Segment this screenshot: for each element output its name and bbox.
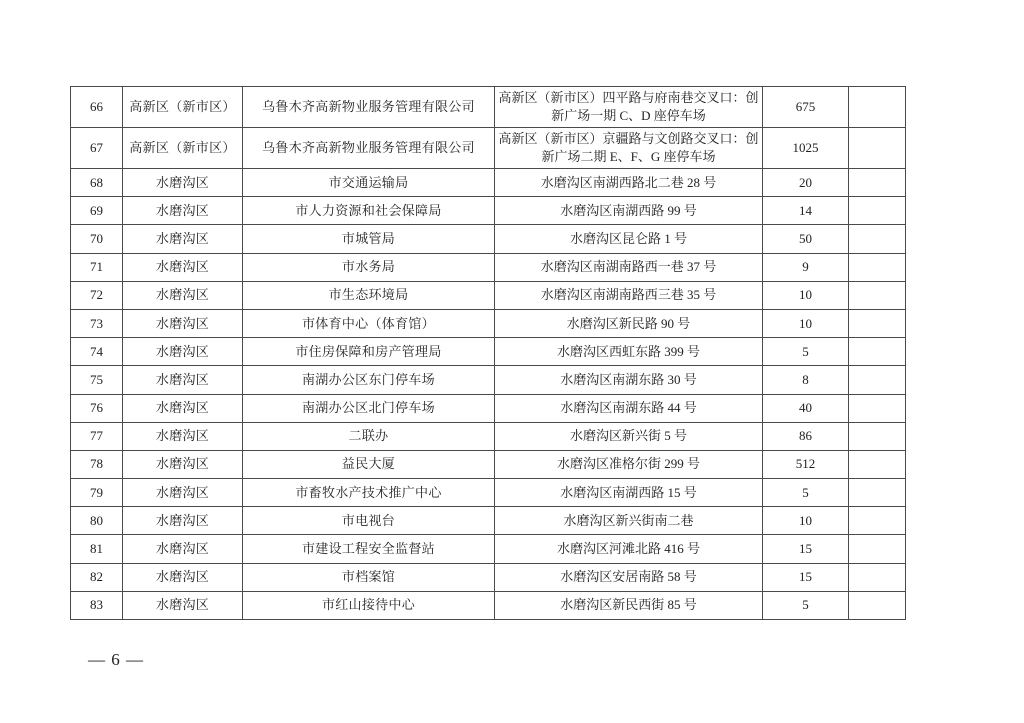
parking-count-cell: 86 [763,422,849,450]
district-cell: 高新区（新市区） [123,128,243,169]
row-number-cell: 71 [71,253,123,281]
address-cell: 水磨沟区南湖西路 99 号 [495,197,763,225]
remarks-cell [849,169,906,197]
unit-name-cell: 市红山接待中心 [243,591,495,619]
row-number-cell: 73 [71,309,123,337]
district-cell: 水磨沟区 [123,253,243,281]
unit-name-cell: 市建设工程安全监督站 [243,535,495,563]
remarks-cell [849,394,906,422]
address-cell: 水磨沟区新民西街 85 号 [495,591,763,619]
district-cell: 水磨沟区 [123,366,243,394]
row-number-cell: 72 [71,281,123,309]
row-number-cell: 80 [71,507,123,535]
row-number-cell: 78 [71,450,123,478]
parking-count-cell: 40 [763,394,849,422]
district-cell: 水磨沟区 [123,281,243,309]
district-cell: 水磨沟区 [123,394,243,422]
unit-name-cell: 南湖办公区东门停车场 [243,366,495,394]
address-cell: 水磨沟区南湖西路北二巷 28 号 [495,169,763,197]
table-body [71,87,906,620]
remarks-cell [849,563,906,591]
table-row [71,366,906,394]
unit-name-cell: 乌鲁木齐高新物业服务管理有限公司 [243,128,495,169]
row-number-cell: 79 [71,479,123,507]
table-row [71,450,906,478]
district-cell: 水磨沟区 [123,479,243,507]
remarks-cell [849,253,906,281]
parking-count-cell: 8 [763,366,849,394]
district-cell: 水磨沟区 [123,507,243,535]
table-row [71,591,906,619]
address-cell: 水磨沟区南湖西路 15 号 [495,479,763,507]
table-row [71,309,906,337]
remarks-cell [849,87,906,128]
row-number-cell: 75 [71,366,123,394]
parking-count-cell: 5 [763,479,849,507]
table-row [71,394,906,422]
district-cell: 水磨沟区 [123,535,243,563]
unit-name-cell: 市住房保障和房产管理局 [243,338,495,366]
district-cell: 水磨沟区 [123,591,243,619]
parking-count-cell: 1025 [763,128,849,169]
table-row [71,338,906,366]
address-cell: 水磨沟区南湖南路西三巷 35 号 [495,281,763,309]
unit-name-cell: 市水务局 [243,253,495,281]
unit-name-cell: 市交通运输局 [243,169,495,197]
remarks-cell [849,507,906,535]
district-cell: 水磨沟区 [123,450,243,478]
remarks-cell [849,197,906,225]
row-number-cell: 83 [71,591,123,619]
parking-table [70,86,906,620]
page-number: — 6 — [88,650,144,669]
remarks-cell [849,225,906,253]
remarks-cell [849,338,906,366]
remarks-cell [849,128,906,169]
district-cell: 水磨沟区 [123,169,243,197]
address-cell: 水磨沟区西虹东路 399 号 [495,338,763,366]
address-cell: 水磨沟区新兴街南二巷 [495,507,763,535]
parking-count-cell: 15 [763,563,849,591]
row-number-cell: 76 [71,394,123,422]
row-number-cell: 70 [71,225,123,253]
table-row [71,128,906,169]
address-cell: 水磨沟区新民路 90 号 [495,309,763,337]
address-cell: 高新区（新市区）四平路与府南巷交叉口：创新广场一期 C、D 座停车场 [495,87,763,128]
remarks-cell [849,281,906,309]
table-row [71,563,906,591]
row-number-cell: 68 [71,169,123,197]
row-number-cell: 81 [71,535,123,563]
district-cell: 水磨沟区 [123,422,243,450]
parking-count-cell: 10 [763,281,849,309]
unit-name-cell: 市生态环境局 [243,281,495,309]
unit-name-cell: 市电视台 [243,507,495,535]
district-cell: 高新区（新市区） [123,87,243,128]
unit-name-cell: 市城管局 [243,225,495,253]
address-cell: 水磨沟区昆仑路 1 号 [495,225,763,253]
parking-count-cell: 512 [763,450,849,478]
remarks-cell [849,366,906,394]
district-cell: 水磨沟区 [123,197,243,225]
row-number-cell: 82 [71,563,123,591]
address-cell: 水磨沟区南湖南路西一巷 37 号 [495,253,763,281]
row-number-cell: 66 [71,87,123,128]
table-row [71,197,906,225]
parking-count-cell: 20 [763,169,849,197]
table-row [71,479,906,507]
table-row [71,225,906,253]
table-row [71,281,906,309]
parking-count-cell: 50 [763,225,849,253]
row-number-cell: 77 [71,422,123,450]
remarks-cell [849,591,906,619]
address-cell: 水磨沟区安居南路 58 号 [495,563,763,591]
remarks-cell [849,309,906,337]
table-row [71,422,906,450]
remarks-cell [849,422,906,450]
table-row [71,87,906,128]
table-row [71,169,906,197]
district-cell: 水磨沟区 [123,225,243,253]
row-number-cell: 69 [71,197,123,225]
unit-name-cell: 市体育中心（体育馆） [243,309,495,337]
address-cell: 水磨沟区新兴街 5 号 [495,422,763,450]
district-cell: 水磨沟区 [123,338,243,366]
unit-name-cell: 市畜牧水产技术推广中心 [243,479,495,507]
parking-count-cell: 9 [763,253,849,281]
district-cell: 水磨沟区 [123,309,243,337]
parking-count-cell: 5 [763,338,849,366]
parking-count-cell: 675 [763,87,849,128]
remarks-cell [849,450,906,478]
parking-count-cell: 14 [763,197,849,225]
table-row [71,253,906,281]
unit-name-cell: 二联办 [243,422,495,450]
parking-count-cell: 5 [763,591,849,619]
unit-name-cell: 市人力资源和社会保障局 [243,197,495,225]
unit-name-cell: 益民大厦 [243,450,495,478]
parking-count-cell: 15 [763,535,849,563]
table-row [71,535,906,563]
unit-name-cell: 市档案馆 [243,563,495,591]
district-cell: 水磨沟区 [123,563,243,591]
address-cell: 水磨沟区准格尔街 299 号 [495,450,763,478]
address-cell: 水磨沟区南湖东路 30 号 [495,366,763,394]
table-row [71,507,906,535]
remarks-cell [849,479,906,507]
unit-name-cell: 乌鲁木齐高新物业服务管理有限公司 [243,87,495,128]
remarks-cell [849,535,906,563]
address-cell: 水磨沟区河滩北路 416 号 [495,535,763,563]
unit-name-cell: 南湖办公区北门停车场 [243,394,495,422]
row-number-cell: 74 [71,338,123,366]
parking-count-cell: 10 [763,309,849,337]
row-number-cell: 67 [71,128,123,169]
parking-count-cell: 10 [763,507,849,535]
address-cell: 水磨沟区南湖东路 44 号 [495,394,763,422]
address-cell: 高新区（新市区）京疆路与文创路交叉口：创新广场二期 E、F、G 座停车场 [495,128,763,169]
